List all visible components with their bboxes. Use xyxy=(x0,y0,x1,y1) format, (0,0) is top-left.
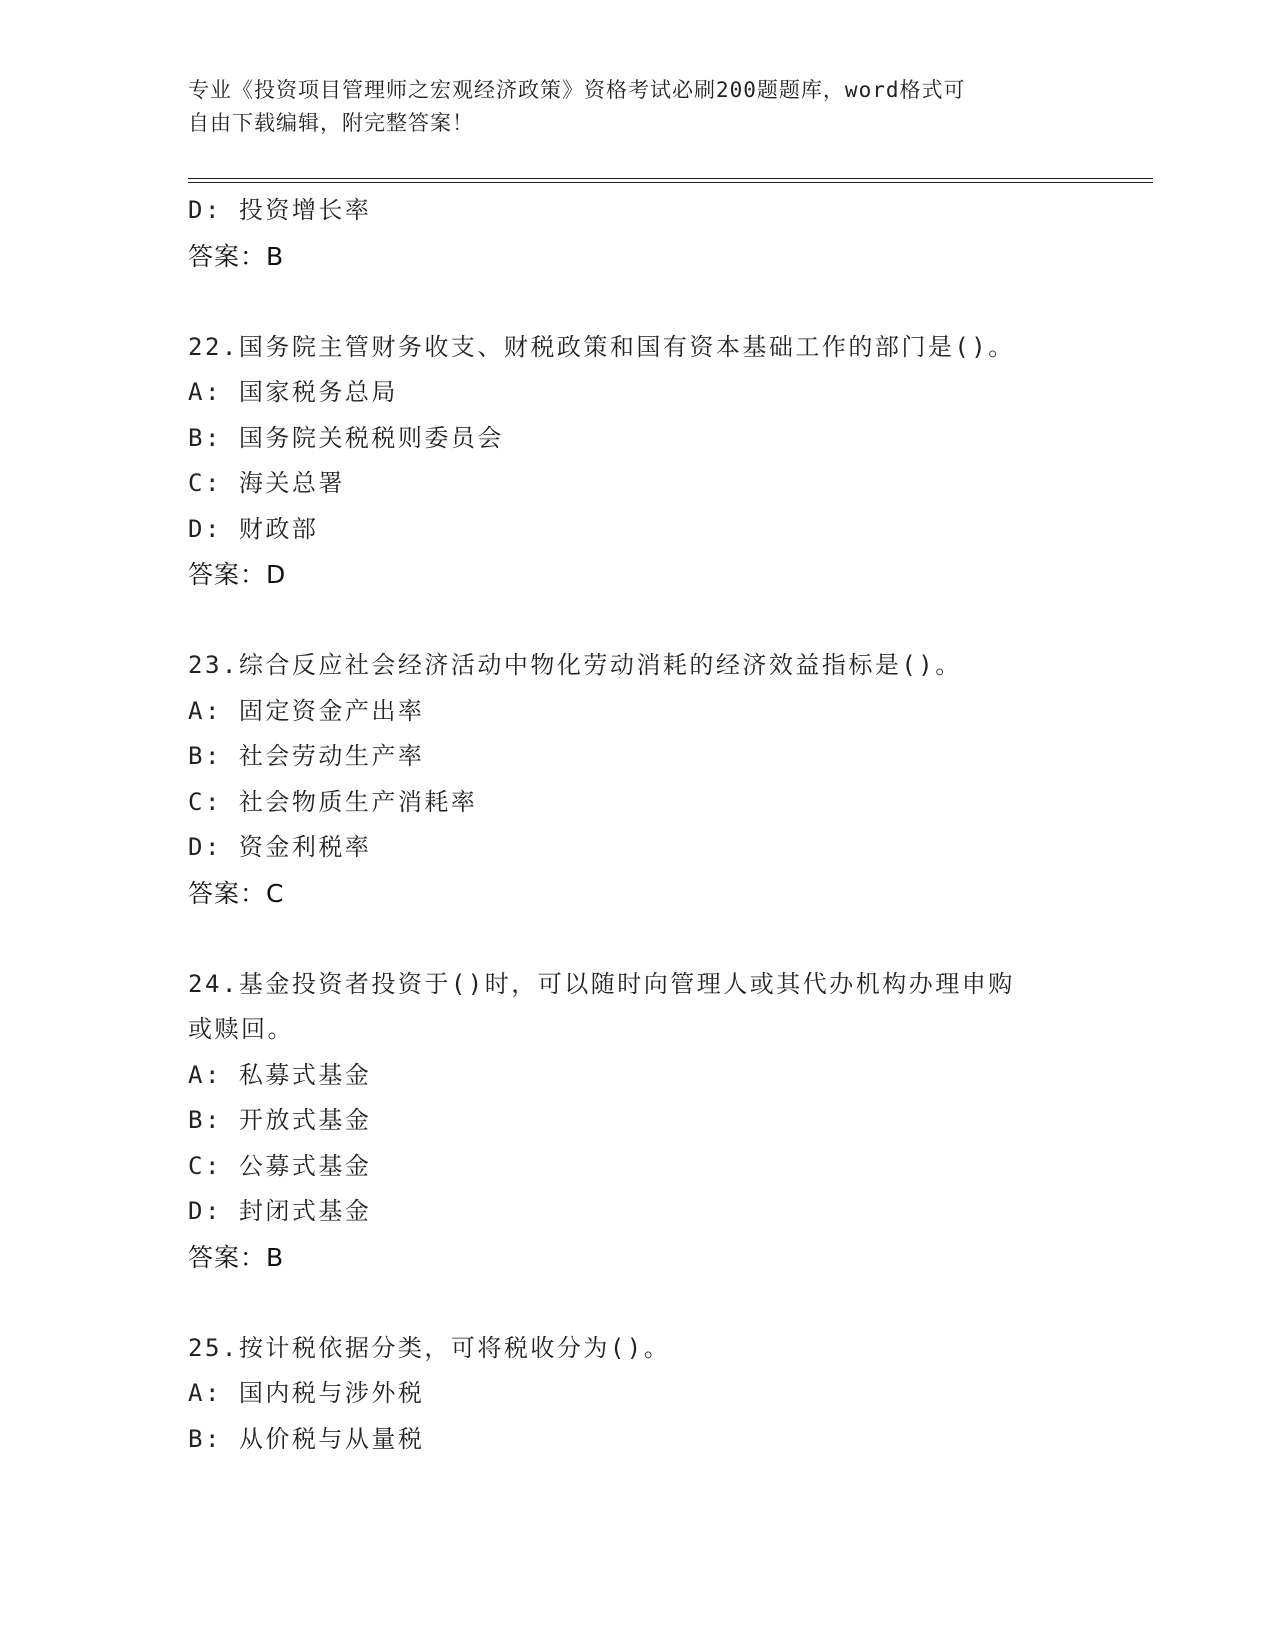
question-21-tail xyxy=(188,188,1088,279)
option-a: A: 固定资金产出率 xyxy=(188,696,425,725)
question-stem: 23.综合反应社会经济活动中物化劳动消耗的经济效益指标是()。 xyxy=(188,651,962,679)
answer: 答案：C xyxy=(188,878,285,908)
option-c: C: 公募式基金 xyxy=(188,1151,372,1180)
header-divider xyxy=(188,178,1153,183)
option-d: D: 封闭式基金 xyxy=(188,1197,372,1225)
spacer xyxy=(188,1280,1088,1326)
question-stem-line-2: 或赎回。 xyxy=(188,1015,294,1043)
spacer xyxy=(188,598,1088,644)
option-d: D: 投资增长率 xyxy=(188,196,372,224)
question-23 xyxy=(188,643,1088,916)
question-22 xyxy=(188,325,1088,598)
answer: 答案：D xyxy=(188,560,287,589)
spacer xyxy=(188,916,1088,962)
header-title-line-2: 自由下载编辑，附完整答案！ xyxy=(188,111,474,135)
option-b: B: 社会劳动生产率 xyxy=(188,742,425,770)
question-stem-line-1: 24.基金投资者投资于()时，可以随时向管理人或其代办机构办理申购 xyxy=(188,969,1015,998)
option-a: A: 国家税务总局 xyxy=(188,378,398,406)
answer: 答案：B xyxy=(188,1242,285,1272)
spacer xyxy=(188,279,1088,325)
question-stem: 25.按计税依据分类，可将税收分为()。 xyxy=(188,1333,671,1362)
question-25 xyxy=(188,1326,1088,1463)
option-a: A: 私募式基金 xyxy=(188,1060,372,1089)
option-d: D: 资金利税率 xyxy=(188,833,372,861)
option-b: B: 国务院关税税则委员会 xyxy=(188,423,504,452)
option-b: B: 开放式基金 xyxy=(188,1106,372,1134)
question-list xyxy=(188,188,1088,1462)
page-header xyxy=(188,74,1088,140)
option-c: C: 社会物质生产消耗率 xyxy=(188,787,478,816)
question-stem: 22.国务院主管财务收支、财税政策和国有资本基础工作的部门是()。 xyxy=(188,332,1015,361)
question-24 xyxy=(188,962,1088,1281)
option-c: C: 海关总署 xyxy=(188,469,345,497)
option-a: A: 国内税与涉外税 xyxy=(188,1379,425,1407)
option-b: B: 从价税与从量税 xyxy=(188,1424,425,1453)
answer: 答案：B xyxy=(188,241,285,271)
header-title-line-1: 专业《投资项目管理师之宏观经济政策》资格考试必刷200题题库，word格式可 xyxy=(188,78,966,102)
option-d: D: 财政部 xyxy=(188,514,319,543)
